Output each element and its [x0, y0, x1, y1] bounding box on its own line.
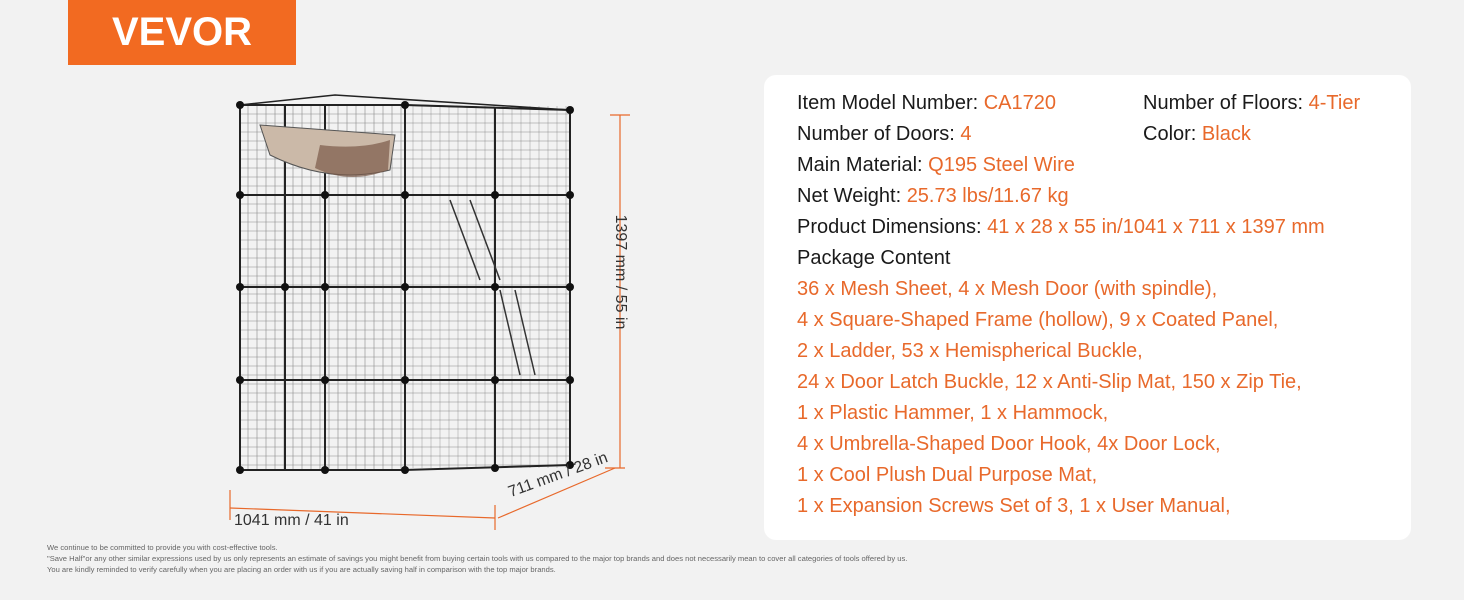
disclaimer-line: "Save Half"or any other similar expressions used by us only represents an estimate of savings you might benefit from buying certain tools with us compared to the major top brands and does not necessarily mean to cover all categories of tools offered by us.	[47, 554, 908, 563]
item-model-row	[797, 91, 1056, 115]
item-model-label: Item Model Number:	[797, 92, 979, 114]
color-row	[1143, 122, 1251, 146]
specifications-card	[764, 75, 1411, 540]
item-model-value: CA1720	[983, 92, 1057, 114]
weight-value: 25.73 lbs/11.67 kg	[906, 185, 1069, 207]
package-line: 1 x Plastic Hammer, 1 x Hammock,	[797, 402, 1109, 424]
floors-label: Number of Floors:	[1143, 92, 1304, 114]
product-dimensions-label: Product Dimensions:	[797, 216, 982, 238]
package-content-label: Package Content	[797, 247, 951, 269]
doors-row	[797, 122, 972, 146]
height-dimension-label: 1397 mm / 55 in	[612, 214, 629, 330]
weight-label: Net Weight:	[797, 185, 902, 207]
cat-cage-illustration	[220, 90, 660, 540]
svg-text:VEVOR: VEVOR	[111, 10, 253, 54]
product-dimensions-row	[797, 215, 1325, 239]
doors-value: 4	[960, 123, 972, 145]
disclaimer-line: We continue to be committed to provide you with cost-effective tools.	[47, 543, 278, 552]
color-value: Black	[1201, 123, 1251, 145]
package-line: 1 x Cool Plush Dual Purpose Mat,	[797, 464, 1098, 486]
package-content-heading	[797, 246, 950, 270]
material-label: Main Material:	[797, 154, 923, 176]
cage-structure	[240, 95, 570, 470]
package-line: 1 x Expansion Screws Set of 3, 1 x User Manual,	[797, 495, 1231, 517]
package-line: 36 x Mesh Sheet, 4 x Mesh Door (with spindle),	[797, 278, 1218, 300]
floors-value: 4-Tier	[1308, 92, 1361, 114]
color-label: Color:	[1143, 123, 1197, 145]
material-row	[797, 153, 1075, 177]
width-dimension-label: 1041 mm / 41 in	[234, 512, 349, 529]
package-line: 24 x Door Latch Buckle, 12 x Anti-Slip Mat, 150 x Zip Tie,	[797, 371, 1302, 393]
material-value: Q195 Steel Wire	[928, 154, 1075, 176]
package-line: 2 x Ladder, 53 x Hemispherical Buckle,	[797, 340, 1143, 362]
floors-row	[1143, 91, 1360, 115]
disclaimer	[47, 542, 907, 575]
disclaimer-line: You are kindly reminded to verify carefully when you are placing an order with us if you are actually saving half in comparison with the top major brands.	[47, 565, 556, 574]
package-line: 4 x Square-Shaped Frame (hollow), 9 x Coated Panel,	[797, 309, 1279, 331]
depth-dimension-label: 711 mm / 28 in	[506, 449, 611, 501]
doors-label: Number of Doors:	[797, 123, 955, 145]
product-dimensions-value: 41 x 28 x 55 in/1041 x 711 x 1397 mm	[987, 216, 1325, 238]
logo-wordmark-icon	[97, 11, 267, 55]
brand-logo	[68, 0, 296, 65]
package-line: 4 x Umbrella-Shaped Door Hook, 4x Door Lock,	[797, 433, 1221, 455]
weight-row	[797, 184, 1069, 208]
